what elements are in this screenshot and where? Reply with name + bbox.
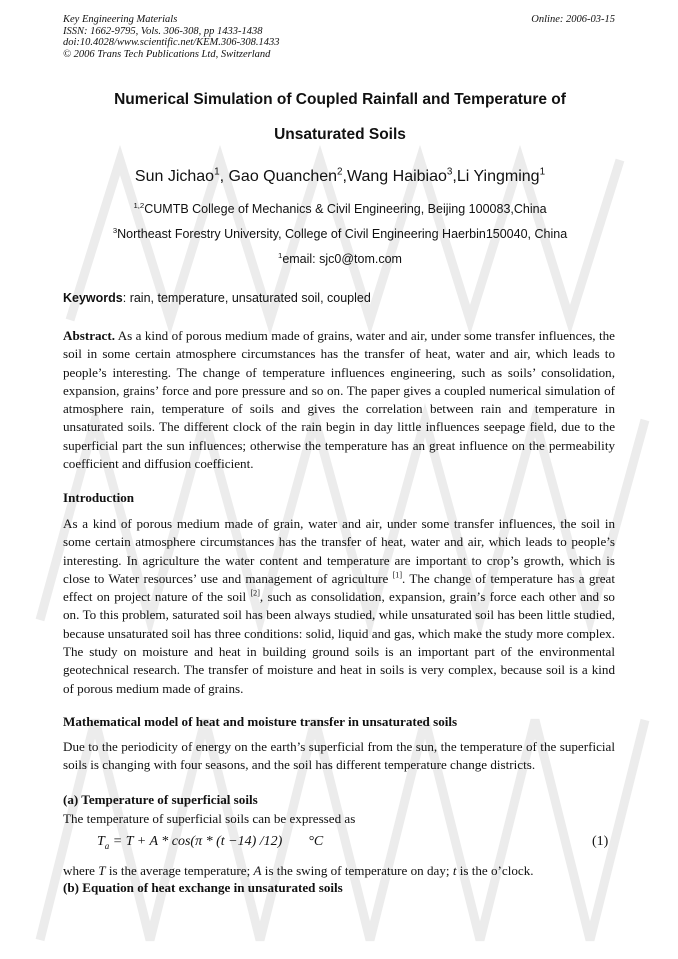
- subheading-heat-exchange: (b) Equation of heat exchange in unsaturated soils: [63, 880, 343, 895]
- section-heading-introduction: Introduction: [63, 490, 135, 505]
- author-affiliation-mark: 1: [214, 166, 220, 178]
- affiliation-text: Northeast Forestry University, College of Civil Engineering Haerbin150040, China: [117, 227, 568, 241]
- journal-header: [63, 14, 615, 60]
- author-email: [40, 252, 640, 266]
- author-affiliation-mark: 1: [539, 166, 546, 178]
- equation-lhs-subscript: a: [104, 840, 110, 851]
- variable-symbol: A: [253, 863, 262, 878]
- equation-variable-definitions: [63, 862, 615, 880]
- intro-text: . The change of temperature has a great effect on project nature of the soil: [63, 570, 615, 605]
- keywords-label: Keywords: [63, 291, 123, 305]
- affiliation-2: [40, 227, 640, 241]
- subheading-temperature-superficial-soils: (a) Temperature of superficial soils: [63, 792, 258, 807]
- where-text: is the average temperature;: [105, 863, 254, 878]
- email-text[interactable]: email: sjc0@tom.com: [282, 252, 402, 266]
- where-text: where: [63, 863, 99, 878]
- affiliation-text: CUMTB College of Mechanics & Civil Engineering, Beijing 100083,China: [144, 202, 547, 216]
- variable-symbol: t: [452, 863, 457, 878]
- affiliation-1: [40, 202, 640, 216]
- equation-intro-text: The temperature of superficial soils can be expressed as: [63, 811, 356, 826]
- where-text: is the swing of temperature on day;: [261, 863, 453, 878]
- doi-link[interactable]: doi:10.4028/www.scientific.net/KEM.306-308.1433: [63, 37, 280, 48]
- citation-ref[interactable]: [2]: [250, 588, 260, 598]
- author-separator: ,: [219, 168, 229, 185]
- math-model-paragraph: Due to the periodicity of energy on the earth’s superficial from the sun, the temperature of the superficial soils is changing with four seasons, and the soil has different temperature change districts.: [63, 739, 615, 773]
- keywords-line: [63, 291, 371, 305]
- author-separator: ,: [452, 168, 457, 185]
- copyright-line: © 2006 Trans Tech Publications Ltd, Switzerland: [63, 48, 271, 60]
- intro-text: As a kind of porous medium made of grain, water and air, under some transfer influences, the soil in some certain atmosphere circumstances has the transfer of heat, water and air, which leads to people’s interesting. In agriculture the water content and temperature are important to crop’s growth, which is close to Water resources’ use and management of agriculture: [63, 516, 615, 586]
- keywords-text: : rain, temperature, unsaturated soil, coupled: [122, 291, 371, 305]
- equation-lhs: T: [97, 834, 105, 849]
- paper-title-line-1: Numerical Simulation of Coupled Rainfall and Temperature of: [114, 91, 566, 108]
- author-name: Sun Jichao: [134, 168, 215, 185]
- affiliation-mark: 1,2: [133, 200, 145, 210]
- author-name: Gao Quanchen: [228, 168, 338, 185]
- introduction-paragraph: [63, 515, 615, 698]
- abstract-paragraph: [63, 327, 615, 473]
- author-name: Li Yingming: [456, 168, 540, 185]
- equation-number: (1): [592, 834, 609, 849]
- author-list: [40, 168, 640, 186]
- variable-symbol: T: [98, 863, 106, 878]
- author-affiliation-mark: 3: [446, 166, 453, 178]
- online-date: Online: 2006-03-15: [531, 14, 615, 25]
- author-affiliation-mark: 2: [337, 166, 343, 178]
- equation-1: [97, 834, 323, 851]
- intro-text: , such as consolidation, expansion, grain’s force each other and so on. To this problem, saturated soil has been always studied, while unsaturated soil has been little studied, because unsaturated soil has three conditions: solid, liquid and gas, which make the study more complex. The study on moisture and heat in building ground soils is an important part of the environmental geotechnical research. The transfer of moisture and heat in soils is very complex, because soil is a kind of porous medium made of grains.: [63, 589, 615, 696]
- equation-rhs: = T + A * cos(π * (t −14) /12): [109, 834, 283, 849]
- author-separator: ,: [342, 168, 347, 185]
- email-mark: 1: [278, 250, 283, 260]
- author-name: Wang Haibiao: [346, 168, 447, 185]
- affiliation-mark: 3: [112, 225, 118, 235]
- citation-ref[interactable]: [1]: [392, 570, 403, 580]
- abstract-text: As a kind of porous medium made of grains, water and air, under some transfer influences, the soil in some certain atmosphere circumstances has the transfer of heat, water and air, which leads to people’s interesting. The change of temperature influences engineering, such as soils’ consolidation, expansion, grains’ force and pore pressure and so on. The paper gives a coupled numerical simulation of atmosphere rain, temperature of soils and gives the correlation between rain and temperature in unsaturated soils. The different clock of the rain begin in day little influences seepage field, due to the superficial part the sun influences; otherwise the temperature has an great influence on the permeability coefficient and diffusion coefficient.: [63, 328, 615, 472]
- abstract-label: Abstract.: [63, 328, 115, 343]
- issn-line: ISSN: 1662-9795, Vols. 306-308, pp 1433-1438: [63, 25, 263, 37]
- equation-unit: °C: [308, 834, 324, 849]
- journal-name: Key Engineering Materials: [63, 14, 178, 25]
- section-heading-mathematical-model: Mathematical model of heat and moisture transfer in unsaturated soils: [63, 714, 458, 729]
- where-text: is the o’clock.: [456, 863, 534, 878]
- paper-title-line-2: Unsaturated Soils: [274, 126, 406, 143]
